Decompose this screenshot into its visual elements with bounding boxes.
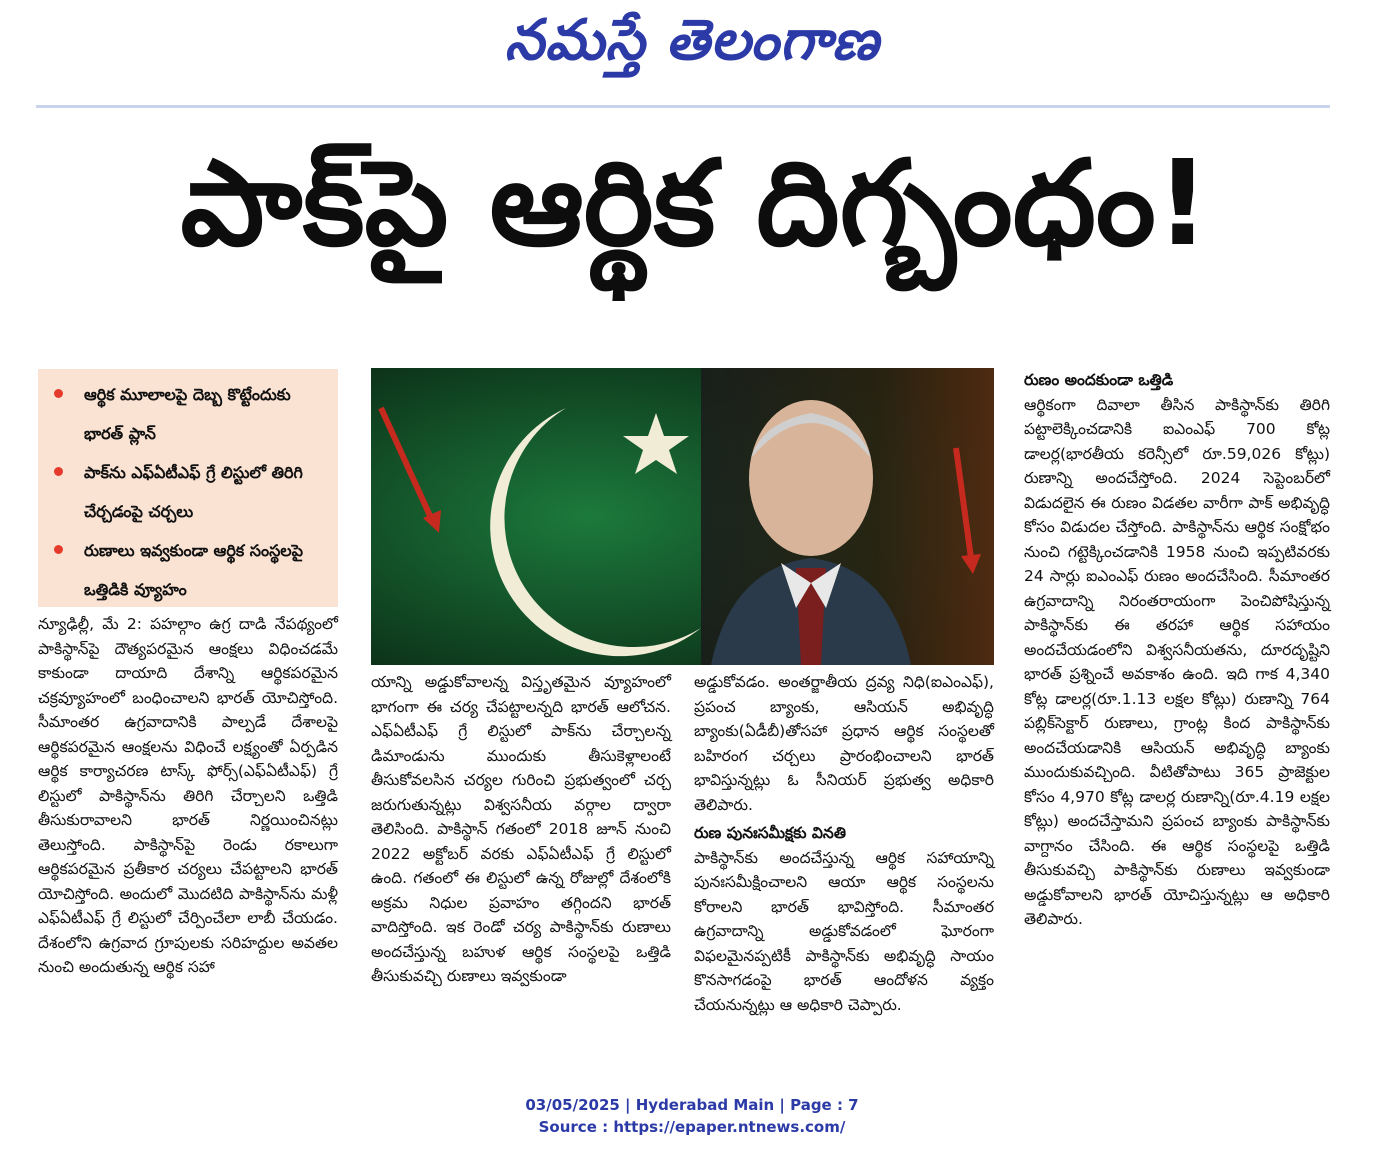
headline: పాక్‌పై ఆర్థిక దిగ్బంధం!: [180, 134, 1210, 272]
bullet-dot-icon: [54, 545, 63, 554]
highlight-item: రుణాలు ఇవ్వకుండా ఆర్థిక సంస్థలపై ఒత్తిడికి వ్యూహం: [54, 531, 332, 609]
section-subhead: రుణ పునఃసమీక్షకు వినతి: [694, 824, 846, 842]
article-column-2: యాన్ని అడ్డుకోవాలన్న విస్తృతమైన వ్యూహంలో భాగంగా ఈ చర్య చేపట్టాలన్నది భారత్ ఆలోచన. ఎఫ్ఏటీఎఫ్ గ్రే లిస్టులో పాక్‌ను చేర్చాలన్న డిమాండును ముందుకు తీసుకెళ్లాలంటే తీసుకోవలసిన చర్యల గురించి ప్రభుత్వంలో చర్చ జరుగుతున్నట్లు విశ్వసనీయ వర్గాల ద్వారా తెలిసింది. పాకిస్థాన్ గతంలో 2018 జూన్ నుంచి 2022 అక్టోబర్ వరకు ఎఫ్ఏటీఎఫ్ గ్రే లిస్టులో ఉంది. గతంలో ఈ లిస్టులో ఉన్న రోజుల్లో దేశంలోకి అక్రమ నిధుల ప్రవాహం తగ్గిందని భారత్ వాదిస్తోంది. ఇక రెండో చర్య పాకిస్థాన్‌కు రుణాలు అందచేస్తున్న బహుళ ఆర్థిక సంస్థలపై ఒత్తిడి తీసుకువచ్చి రుణాలు ఇవ్వకుండా: [371, 673, 671, 985]
footer-source-link[interactable]: Source : https://epaper.ntnews.com/: [538, 1118, 846, 1136]
masthead-divider: [36, 105, 1330, 108]
bullet-dot-icon: [54, 467, 63, 476]
article-column-3: అడ్డుకోవడం. అంతర్జాతీయ ద్రవ్య నిధి(ఐఎంఎఫ్), ప్రపంచ బ్యాంకు, ఆసియన్ అభివృద్ధి బ్యాంకు(ఏడీబీ)తోసహా ప్రధాన ఆర్థిక సంస్థలతో బహిరంగ చర్చలు ప్రారంభించాలని భారత్ భావిస్తున్నట్లు ఓ సీనియర్ ప్రభుత్వ అధికారి తెలిపారు. రుణ పునఃసమీక్షకు వినతి పాకిస్థాన్‌కు అందచేస్తున్న ఆర్థిక సహాయాన్ని పునఃసమీక్షించాలని ఆయా ఆర్థిక సంస్థలను కోరాలని భారత్ భావిస్తోంది. సీమాంతర ఉగ్రవాదాన్ని అడ్డుకోవడంలో ఘోరంగా విఫలమైనప్పటికీ పాకిస్థాన్‌కు అభివృద్ధి సాయం కొనసాగడంపై భారత్ ఆందోళన వ్యక్తం చేయనున్నట్లు ఆ అధికారి చెప్పారు.: [694, 673, 994, 1014]
article-photo: [371, 368, 994, 665]
masthead: [0, 8, 1384, 87]
article-column-4: రుణం అందకుండా ఒత్తిడి ఆర్థికంగా దివాలా తీసిన పాకిస్థాన్‌కు తిరిగి పట్టాలెక్కించడానికి ఐఎంఎఫ్ 700 కోట్ల డాలర్ల(భారతీయ కరెన్సీలో రూ.59,026 కోట్లు) రుణాన్ని అందచేస్తోంది. 2024 సెప్టెంబర్‌లో విడుదలైన ఈ రుణం విడతల వారీగా పాక్ అభివృద్ధి కోసం విడుదల చేస్తోంది. పాకిస్థాన్‌ను ఆర్థిక సంక్షోభం నుంచి గట్టెక్కించడానికి 1958 నుంచి ఇప్పటివరకు 24 సార్లు ఐఎంఎఫ్ రుణం అందచేసింది. సీమాంతర ఉగ్రవాదాన్ని నిరంతరాయంగా పెంచిపోషిస్తున్న పాకిస్థాన్‌కు ఈ తరహా ఆర్థిక సహాయం అందచేయడంలోని విశ్వసనీయతను, దూరదృష్టిని భారత్ ప్రశ్నించే అవకాశం ఉంది. ఇది గాక 4,340 కోట్ల డాలర్ల(రూ.1.13 లక్షల కోట్లు) రుణాన్ని 764 పబ్లిక్‌సెక్టార్ రుణాలు, గ్రాంట్ల కింద పాకిస్థాన్‌కు అందచేయడానికి ఆసియన్ అభివృద్ధి బ్యాంకు ముందుకువచ్చింది. వీటితోపాటు 365 ప్రాజెక్టుల కోసం 4,970 కోట్ల డాలర్ల రుణాన్ని(రూ.4.19 లక్షల కోట్లు) అందచేస్తామని ప్రపంచ బ్యాంకు పాకిస్థాన్‌కు వాగ్దానం చేసింది. ఈ ఆర్థిక సంస్థలపై ఒత్తిడి తీసుకువచ్చి పాకిస్థాన్‌కు రుణాలు ఇవ్వకుండా అడ్డుకోవాలని భారత్ యోచిస్తున్నట్లు ఆ అధికారి తెలిపారు.: [1024, 368, 1330, 932]
highlight-item: ఆర్థిక మూలాలపై దెబ్బ కొట్టేందుకు భారత్ ప్లాన్: [54, 375, 332, 453]
article-column-1: న్యూఢిల్లీ, మే 2: పహల్గాం ఉగ్ర దాడి నేపథ్యంలో పాకిస్థాన్‌పై దౌత్యపరమైన ఆంక్షలు విధించడమే కాకుండా దాయాది దేశాన్ని ఆర్థికపరమైన చక్రవ్యూహంలో బంధించాలని భారత్ యోచిస్తోంది. సీమాంతర ఉగ్రవాదానికి పాల్పడే దేశాలపై ఆర్థికపరమైన ఆంక్షలను విధించే లక్ష్యంతో ఏర్పడిన ఆర్థిక కార్యాచరణ టాస్క్ ఫోర్స్(ఎఫ్ఏటీఎఫ్) గ్రే లిస్టులో పాకిస్థాన్‌ను తిరిగి చేర్చాలని ఒత్తిడి తీసుకురావాలని భారత్ నిర్ణయించినట్లు తెలుస్తోంది. పాకిస్థాన్‌పై రెండు రకాలుగా ఆర్థికపరమైన ప్రతీకార చర్యలు చేపట్టాలని భారత్ యోచిస్తోంది. అందులో మొదటిది పాకిస్థాన్‌ను మళ్లీ ఎఫ్ఏటీఎఫ్ గ్రే లిస్టులో చేర్పించేలా లాబీ చేయడం. దేశంలోని ఉగ్రవాద గ్రూపులకు సరిహద్దుల అవతల నుంచి అందుతున్న ఆర్థిక సహా: [38, 615, 338, 976]
highlights-box: [38, 369, 338, 607]
bullet-dot-icon: [54, 389, 63, 398]
pakistan-flag-portrait-image: [371, 368, 994, 665]
footer-edition-info: 03/05/2025 | Hyderabad Main | Page : 7: [525, 1096, 859, 1114]
section-subhead: రుణం అందకుండా ఒత్తిడి: [1024, 371, 1174, 389]
masthead-title: నమస్తే తెలంగాణ: [504, 8, 880, 73]
highlight-item: పాక్‌ను ఎఫ్ఏటీఎఫ్ గ్రే లిస్టులో తిరిగి చేర్చడంపై చర్చలు: [54, 453, 332, 531]
